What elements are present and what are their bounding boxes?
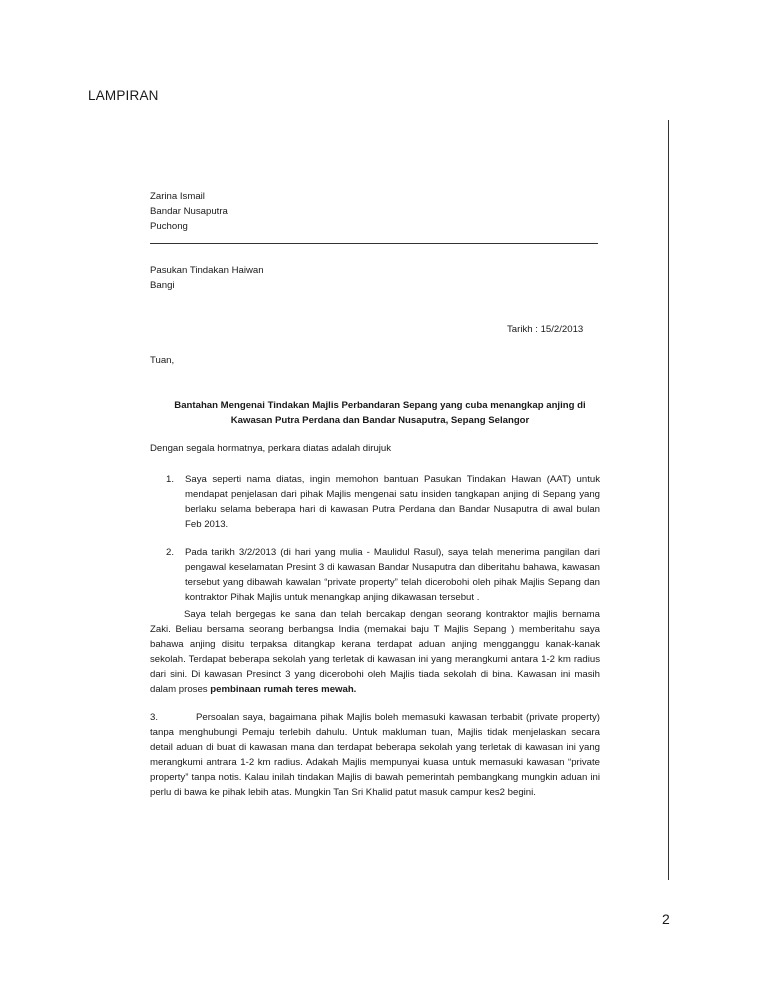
page-heading: LAMPIRAN (88, 88, 159, 103)
item-2-continuation-bold: pembinaan rumah teres mewah. (210, 684, 357, 695)
opening-line: Dengan segala hormatnya, perkara diatas adalah dirujuk (150, 443, 392, 454)
salutation: Tuan, (150, 355, 175, 366)
margin-rule (668, 120, 669, 880)
item-2-continuation (150, 607, 600, 697)
sender-line-2: Bandar Nusaputra (150, 206, 228, 217)
item-2-continuation-text: Saya telah bergegas ke sana dan telah bercakap dengan seorang kontraktor majlis bernama Zaki. Beliau bersama seorang berbangsa India (memakai baju T Majlis Sepang ) memberitahu saya bahawa anjing disitu terpaksa ditangkap kerana terdapat aduan anjing mengganggu kanak-kanak sekolah. Terdapat beberapa sekolah yang terletak di kawasan ini yang merangkumi antara 1-2 km radius dari sini. Di kawasan Presinct 3 yang dicerobohi oleh Majlis tiada sekolah di bina. Kawasan ini masih dalam proses (150, 609, 600, 695)
recipient-line-2: Bangi (150, 280, 175, 291)
item-2-number: 2. (166, 547, 175, 558)
page-number: 2 (662, 911, 670, 927)
letter-date: Tarikh : 15/2/2013 (507, 324, 584, 335)
address-divider (150, 243, 598, 244)
recipient-address (150, 263, 264, 293)
sender-line-3: Puchong (150, 221, 188, 232)
sender-name: Zarina Ismail (150, 191, 205, 202)
letter-subject (150, 398, 610, 428)
item-1-number: 1. (166, 474, 175, 485)
recipient-name: Pasukan Tindakan Haiwan (150, 265, 264, 276)
subject-line-2: Kawasan Putra Perdana dan Bandar Nusaputra, Sepang Selangor (230, 415, 530, 426)
subject-line-1: Bantahan Mengenai Tindakan Majlis Perbandaran Sepang yang cuba menangkap anjing di (174, 400, 586, 411)
item-1-text: Saya seperti nama diatas, ingin memohon bantuan Pasukan Tindakan Hawan (AAT) untuk mendapat penjelasan dari pihak Majlis mengenai satu insiden tangkapan anjing di Sepang yang berlaku selama beberapa hari di kawasan Putra Perdana dan Bandar Nusaputra di awal bulan Feb 2013. (185, 474, 600, 530)
item-3-text: Persoalan saya, bagaimana pihak Majlis boleh memasuki kawasan terbabit (private property) tanpa menghubungi Pemaju terlebih dahulu. Untuk makluman tuan, Majlis tidak menjelaskan secara detail aduan di buat di kawasan mana dan terdapat beberapa sekolah yang terletak di kawasan ini yang merangkumi antrara 1-2 km radius. Adakah Majlis mempunyai kuasa untuk memasuki kawasan “private property” tanpa notis. Kalau inilah tindakan Majlis di bawah pemerintah pembangkang mungkin aduan ini perlu di bawa ke pihak lebih atas. Mungkin Tan Sri Khalid patut masuk campur kes2 begini. (150, 712, 600, 798)
item-3-number: 3. (150, 712, 159, 723)
sender-address (150, 189, 228, 234)
item-2-text: Pada tarikh 3/2/2013 (di hari yang mulia - Maulidul Rasul), saya telah menerima pangilan dari pengawal keselamatan Presint 3 di kawasan Bandar Nusaputra dan diberitahu bahawa, kawasan tersebut yang dibawah kawalan “private property” telah dicerobohi oleh pihak Majlis Sepang dan kontraktor Pihak Majlis untuk menangkap anjing dikawasan tersebut . (185, 547, 600, 603)
